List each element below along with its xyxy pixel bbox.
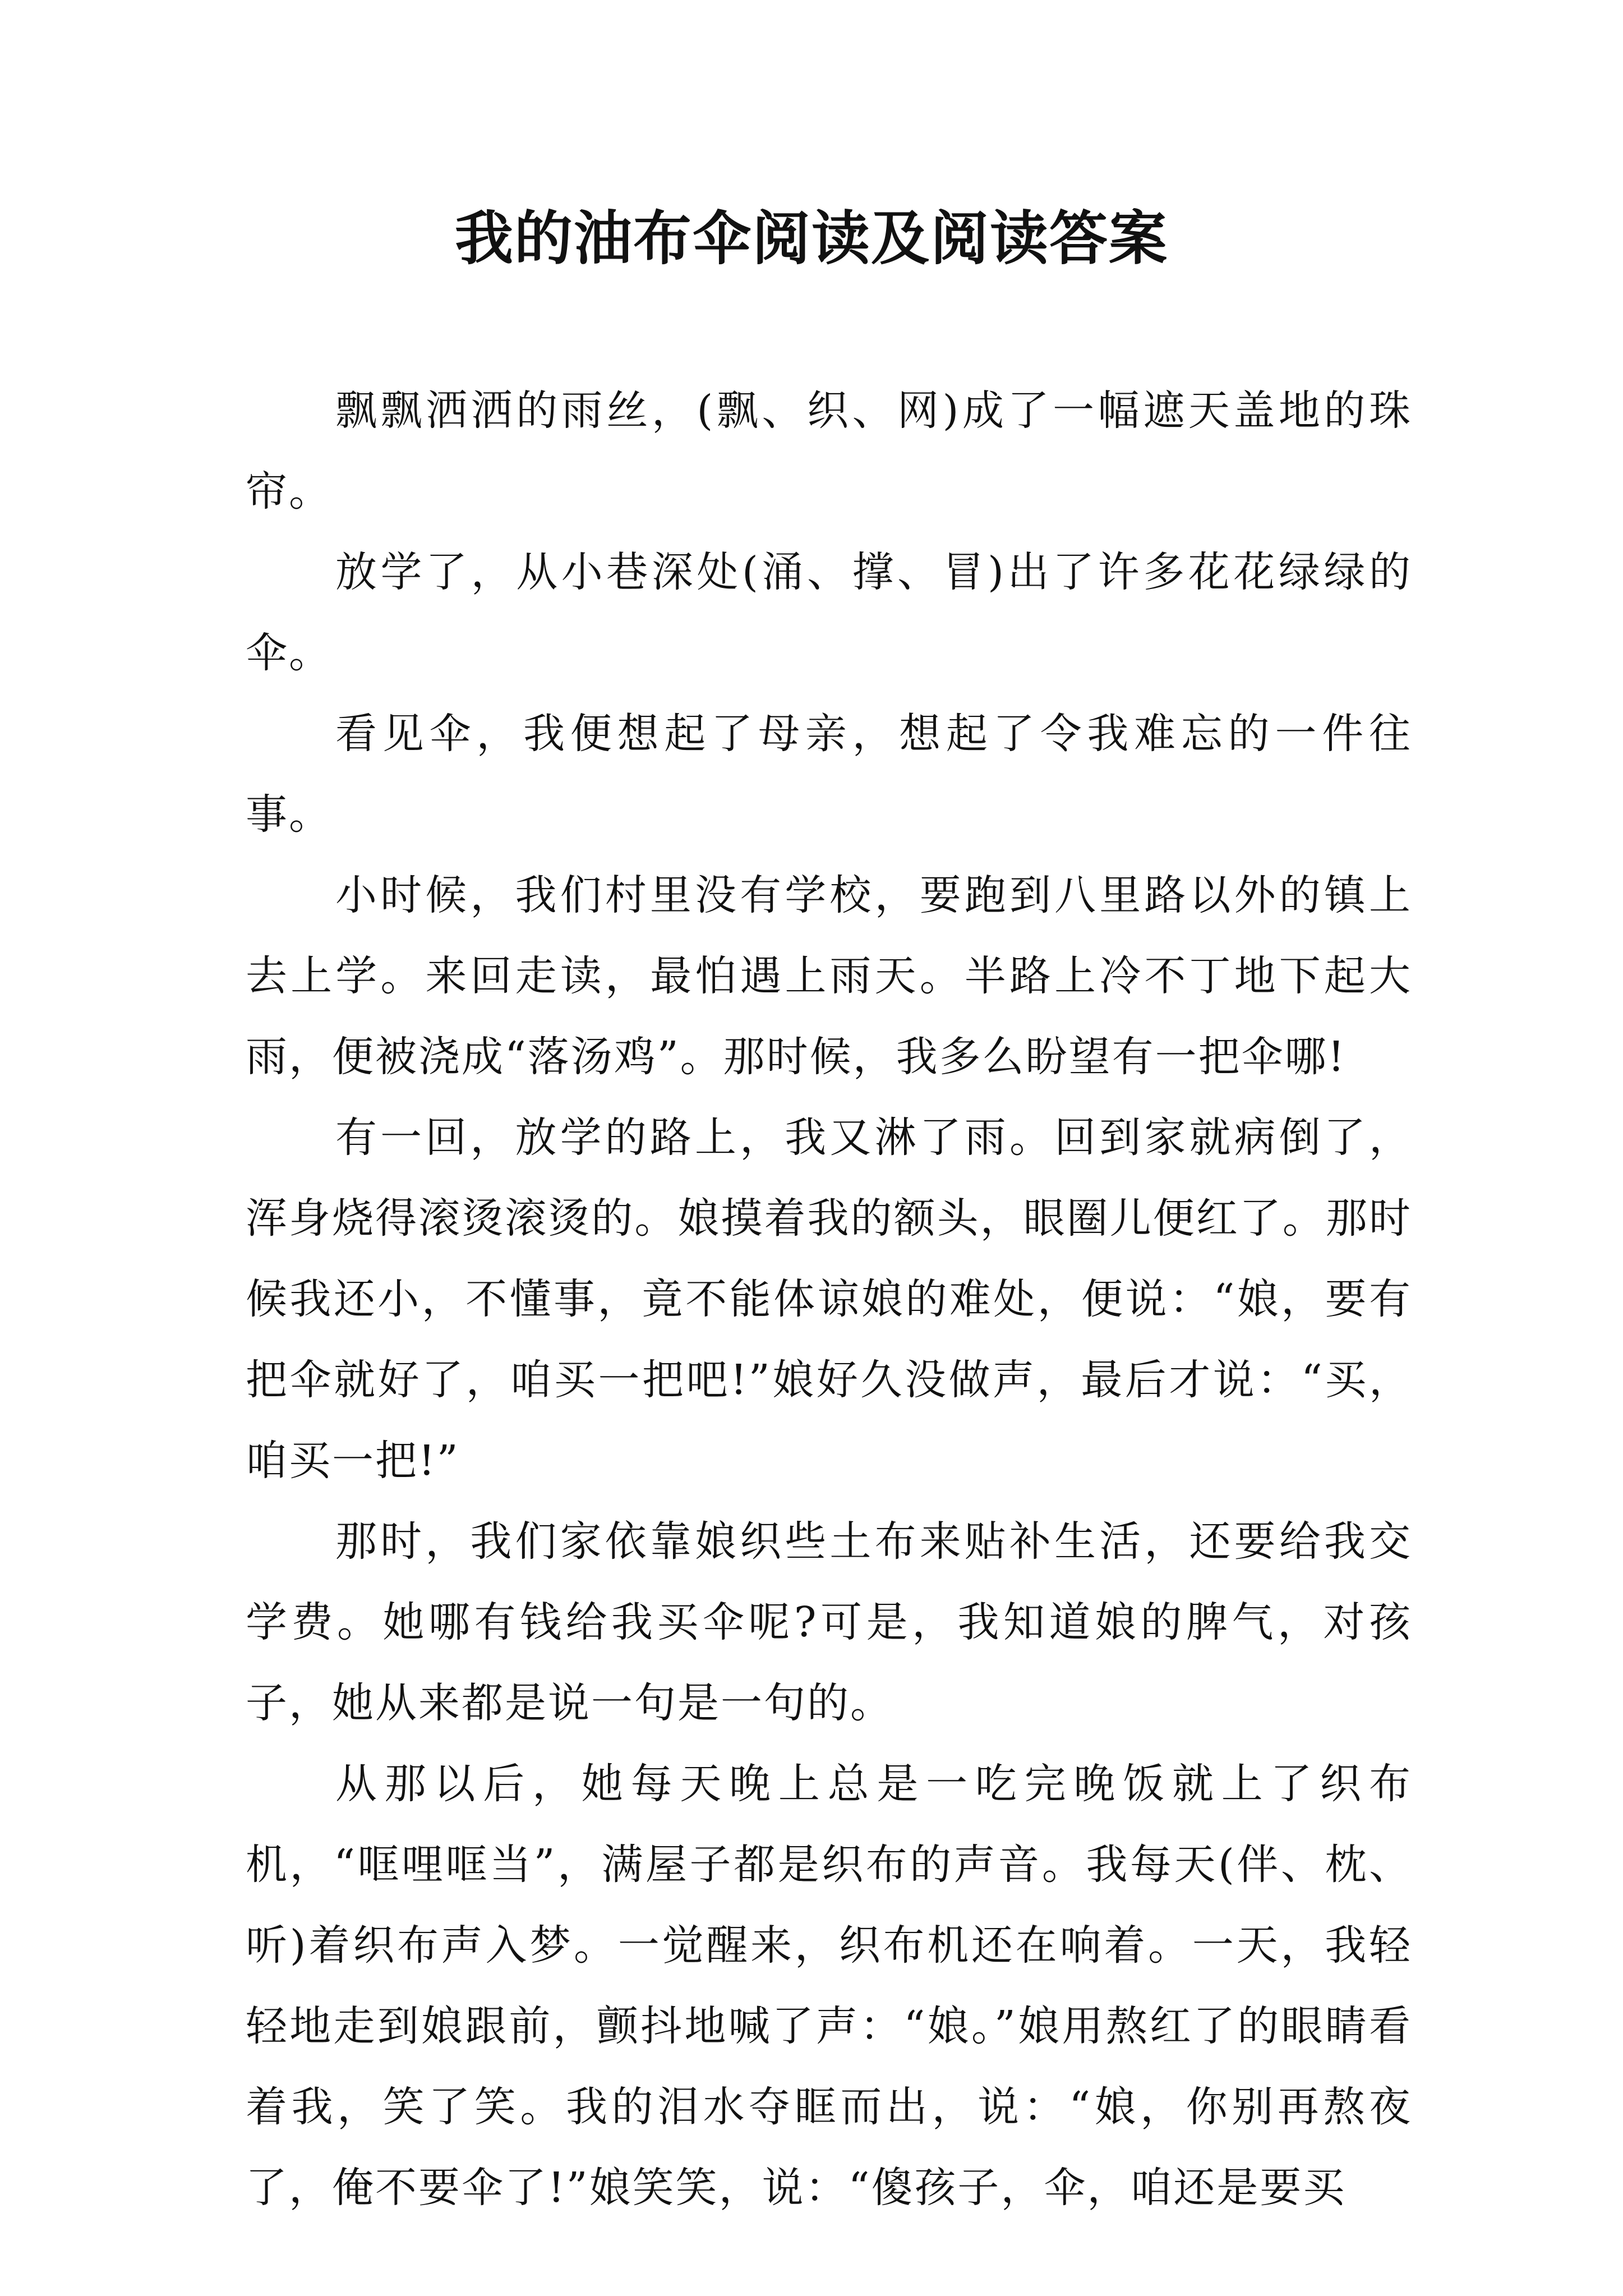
paragraph-6: 那时，我们家依靠娘织些土布来贴补生活，还要给我交学费。她哪有钱给我买伞呢?可是，我知道娘的脾气，对孩子，她从来都是说一句是一句的。	[246, 1517, 1412, 1727]
document-title: 我的油布伞阅读及阅读答案	[454, 204, 1168, 273]
paragraph-4: 小时候，我们村里没有学校，要跑到八里路以外的镇上去上学。来回走读，最怕遇上雨天。半路上冷不丁地下起大雨，便被浇成“落汤鸡”。那时候，我多么盼望有一把伞哪!	[246, 871, 1412, 1081]
paragraph-5: 有一回，放学的路上，我又淋了雨。回到家就病倒了，浑身烧得滚烫滚烫的。娘摸着我的额头，眼圈儿便红了。那时候我还小，不懂事，竟不能体谅娘的难处，便说：“娘，要有把伞就好了，咱买一把吧!”娘好久没做声，最后才说：“买，咱买一把!”	[246, 1114, 1412, 1485]
document-body	[246, 370, 1412, 2228]
paragraph-7: 从那以后，她每天晚上总是一吃完晚饭就上了织布机，“哐哩哐当”，满屋子都是织布的声音。我每天(伴、枕、听)着织布声入梦。一觉醒来，织布机还在响着。一天，我轻轻地走到娘跟前，颤抖地喊了声：“娘。”娘用熬红了的眼睛看着我，笑了笑。我的泪水夺眶而出，说：“娘，你别再熬夜了，俺不要伞了!”娘笑笑，说：“傻孩子，伞，咱还是要买	[246, 1760, 1412, 2212]
paragraph-2: 放学了，从小巷深处(涌、撑、冒)出了许多花花绿绿的伞。	[246, 548, 1412, 677]
paragraph-3: 看见伞，我便想起了母亲，想起了令我难忘的一件往事。	[246, 710, 1412, 839]
paragraph-1: 飘飘洒洒的雨丝，(飘、织、网)成了一幅遮天盖地的珠帘。	[246, 386, 1412, 516]
